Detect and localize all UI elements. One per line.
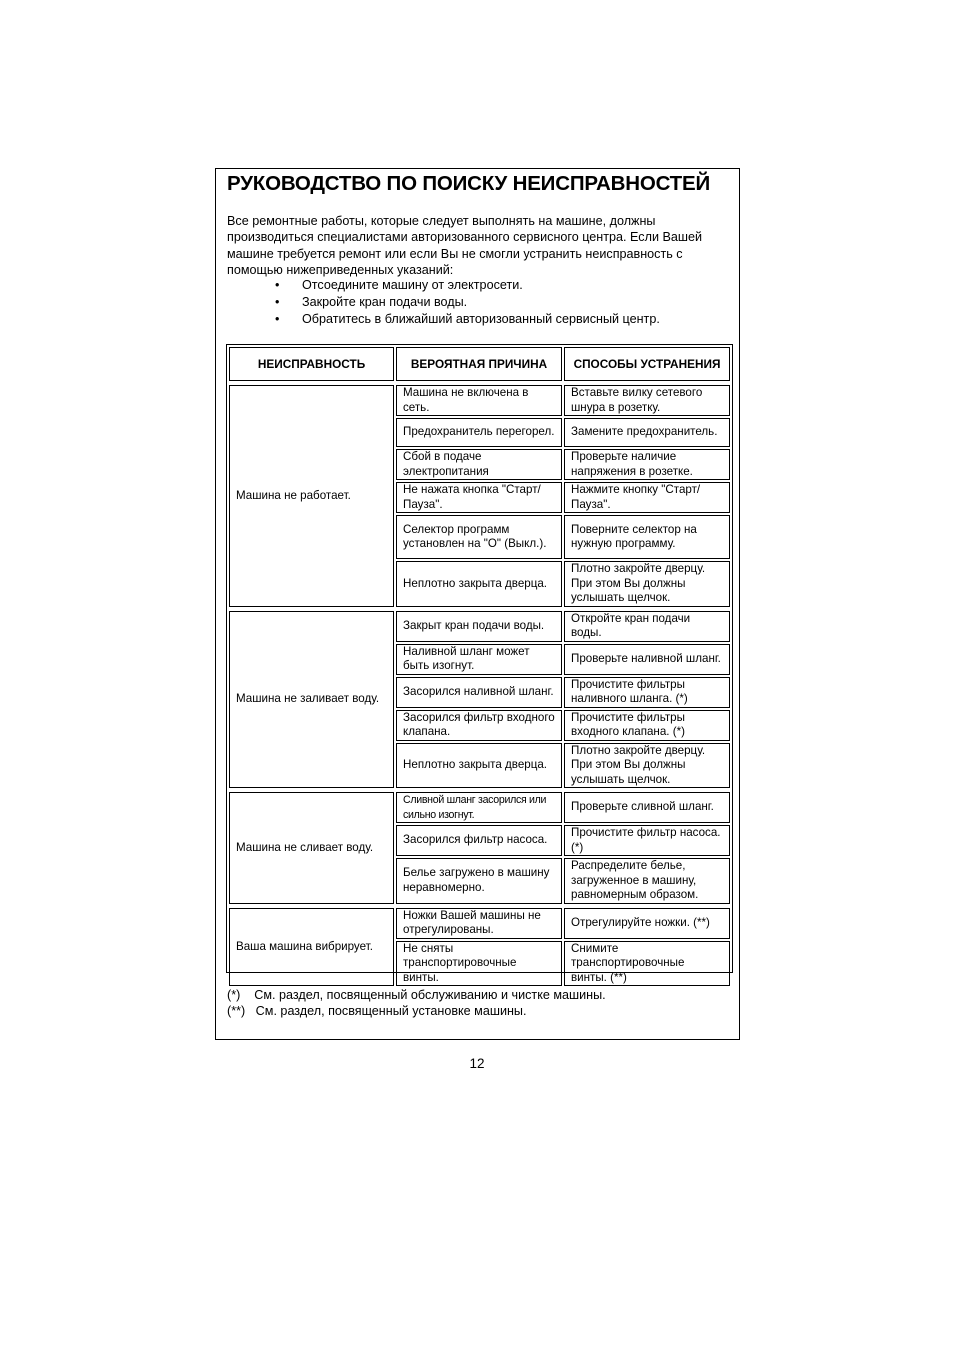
cause-cell: Машина не включена в сеть. [396,385,562,416]
cause-cell: Предохранитель перегорел. [396,418,562,447]
bullet-icon: • [275,295,280,309]
remedy-cell: Прочистите фильтры наливного шланга. (*) [564,677,730,708]
cause-cell: Наливной шланг может быть изогнут. [396,644,562,675]
fault-cell: Машина не заливает воду. [229,611,394,789]
list-item: • Обратитесь в ближайший авторизованный сервисный центр. [275,312,660,326]
header-cause: ВЕРОЯТНАЯ ПРИЧИНА [396,347,562,381]
remedy-cell: Проверьте наличие напряжения в розетке. [564,449,730,480]
remedy-cell: Снимите транспортировочные винты. (**) [564,941,730,987]
cause-cell: Закрыт кран подачи воды. [396,611,562,642]
cause-cell: Не нажата кнопка "Старт/Пауза". [396,482,562,513]
intro-paragraph: Все ремонтные работы, которые следует выполнять на машине, должны производиться специалистами авторизованного сервисного центра. Если Вашей машине требуется ремонт или если Вы не смогли устранить неисправность с помощью нижеприведенных указаний: [227,214,703,278]
header-remedy: СПОСОБЫ УСТРАНЕНИЯ [564,347,730,381]
cause-cell: Не сняты транспортировочные винты. [396,941,562,987]
footnote: (*) См. раздел, посвященный обслуживанию и чистке машины. [227,988,606,1002]
remedy-cell: Распределите белье, загруженное в машину, равномерным образом. [564,858,730,904]
footnotes [227,988,606,1019]
remedy-cell: Нажмите кнопку "Старт/Пауза". [564,482,730,513]
footnote: (**) См. раздел, посвященный установке машины. [227,1003,527,1018]
remedy-cell: Плотно закройте дверцу. При этом Вы должны услышать щелчок. [564,743,730,789]
bullet-icon: • [275,278,280,292]
cause-cell: Ножки Вашей машины не отрегулированы. [396,908,562,939]
remedy-cell: Прочистите фильтры входного клапана. (*) [564,710,730,741]
bullet-icon: • [275,312,280,326]
page-title: РУКОВОДСТВО ПО ПОИСКУ НЕИСПРАВНОСТЕЙ [227,172,711,195]
page-number: 12 [469,1056,485,1071]
action-list [227,277,722,328]
table-row [229,385,730,416]
remedy-cell: Плотно закройте дверцу. При этом Вы должны услышать щелчок. [564,561,730,607]
table-row [229,792,730,823]
cause-cell: Засорился наливной шланг. [396,677,562,708]
remedy-cell: Прочистите фильтр насоса. (*) [564,825,730,856]
remedy-cell: Вставьте вилку сетевого шнура в розетку. [564,385,730,416]
remedy-cell: Поверните селектор на нужную программу. [564,515,730,559]
cause-cell: Засорился фильтр насоса. [396,825,562,856]
cause-cell: Белье загружено в машину неравномерно. [396,858,562,904]
cause-cell: Засорился фильтр входного клапана. [396,710,562,741]
cause-cell: Селектор программ установлен на "О" (Выкл.). [396,515,562,559]
fault-cell: Машина не работает. [229,385,394,607]
header-fault: НЕИСПРАВНОСТЬ [229,347,394,381]
fault-cell: Машина не сливает воду. [229,792,394,904]
fault-cell: Ваша машина вибрирует. [229,908,394,987]
remedy-cell: Отрегулируйте ножки. (**) [564,908,730,939]
cause-cell: Неплотно закрыта дверца. [396,743,562,789]
list-item: • Отсоедините машину от электросети. [275,278,523,292]
remedy-cell: Проверьте сливной шланг. [564,792,730,823]
remedy-cell: Откройте кран подачи воды. [564,611,730,642]
table-row [229,611,730,642]
troubleshooting-table [226,344,733,984]
table-header-row [229,347,730,381]
remedy-cell: Проверьте наливной шланг. [564,644,730,675]
cause-cell: Неплотно закрыта дверца. [396,561,562,607]
list-item: • Закройте кран подачи воды. [275,295,468,309]
remedy-cell: Замените предохранитель. [564,418,730,447]
cause-cell: Сбой в подаче электропитания [396,449,562,480]
cause-cell: Сливной шланг засорился или сильно изогнут. [396,792,562,823]
table-row [229,908,730,939]
